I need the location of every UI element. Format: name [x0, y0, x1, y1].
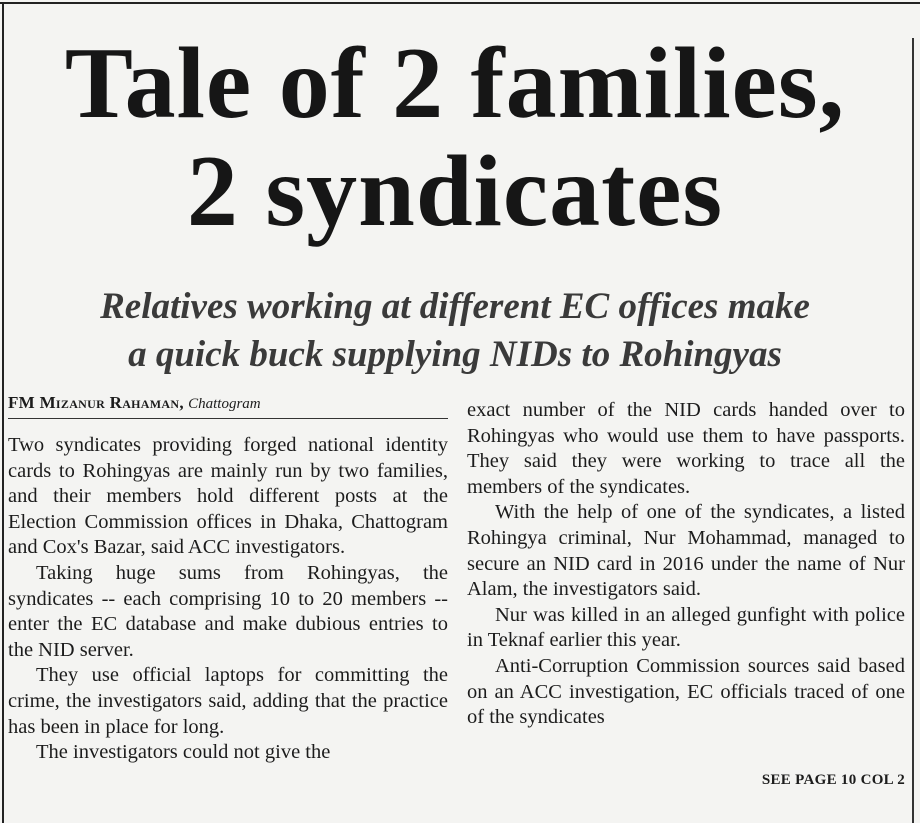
- continuation-note: SEE PAGE 10 COL 2: [761, 772, 905, 788]
- article-column-2: [467, 398, 905, 731]
- byline-author: FM Mizanur Rahaman,: [8, 393, 184, 412]
- paragraph: Two syndicates providing forged national identity cards to Rohingyas are mainly run by two families, and their members hold different posts at the Election Commission offices in Dhaka, Chattogram and Cox's Bazar, said ACC investigators.: [8, 434, 448, 559]
- subheadline: [6, 283, 904, 379]
- paragraph: Anti-Corruption Commission sources said based on an ACC investigation, EC officials traced of one of the syndicates: [467, 654, 905, 729]
- paragraph: Nur was killed in an alleged gunfight with police in Teknaf earlier this year.: [467, 603, 905, 652]
- right-border-rule: [912, 38, 914, 823]
- byline-location: Chattogram: [188, 396, 261, 412]
- headline-line-2: 2 syndicates: [186, 135, 724, 248]
- left-border-rule: [2, 2, 4, 823]
- article-column-1: [8, 433, 448, 766]
- byline: [8, 393, 448, 414]
- byline-divider: [8, 418, 448, 419]
- paragraph: Taking huge sums from Rohingyas, the syndicates -- each comprising 10 to 20 members -- enter the EC database and make dubious entries to the NID server.: [8, 561, 448, 661]
- paragraph: exact number of the NID cards handed over to Rohingyas who would use them to have passports. They said they were working to trace all the members of the syndicates.: [467, 399, 905, 498]
- headline: [6, 27, 904, 248]
- paragraph: With the help of one of the syndicates, a listed Rohingya criminal, Nur Mohammad, managed to secure an NID card in 2016 under the name of Nur Alam, the investigators said.: [467, 501, 905, 601]
- headline-line-1: Tale of 2 families,: [64, 27, 846, 140]
- paragraph: The investigators could not give the: [36, 741, 331, 764]
- top-border-rule: [0, 2, 920, 4]
- subheadline-line-1: Relatives working at different EC offices make: [100, 286, 810, 327]
- paragraph: They use official laptops for committing the crime, the investigators said, adding that the practice has been in place for long.: [8, 664, 448, 738]
- subheadline-line-2: a quick buck supplying NIDs to Rohingyas: [128, 334, 782, 375]
